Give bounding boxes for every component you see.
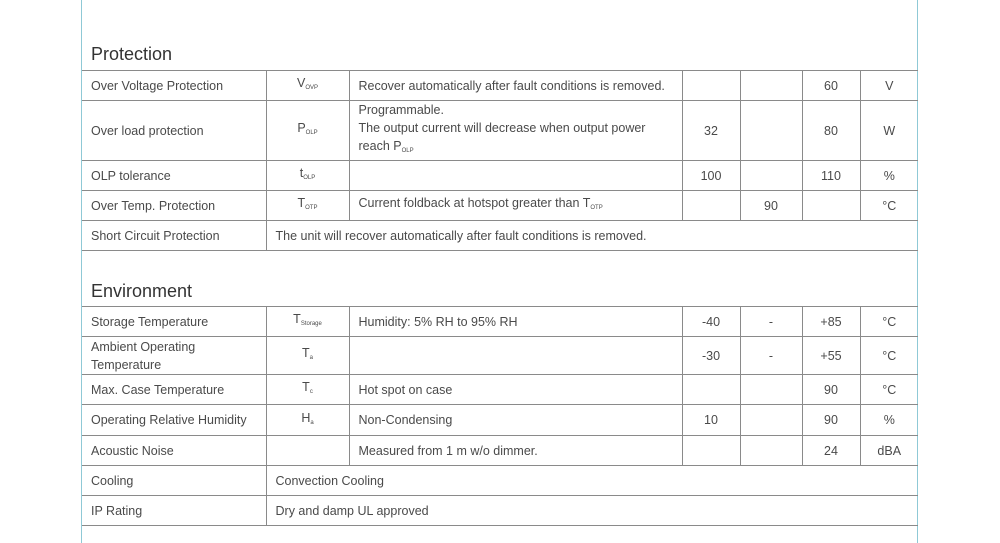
typ-cell xyxy=(740,375,802,405)
unit-cell: °C xyxy=(860,191,918,221)
param-cell: Over Temp. Protection xyxy=(82,191,266,221)
max-cell xyxy=(802,191,860,221)
table-row xyxy=(82,496,918,526)
min-cell: -30 xyxy=(682,337,740,375)
table-row xyxy=(82,466,918,496)
unit-cell: % xyxy=(860,405,918,436)
environment-title: Environment xyxy=(91,281,193,301)
condition-cell: Current foldback at hotspot greater than $T_{OTP}$ xyxy=(349,191,682,221)
protection-title: Protection xyxy=(91,44,173,64)
param-cell: IP Rating xyxy=(82,496,266,526)
param-cell: Over Voltage Protection xyxy=(82,71,266,101)
param-cell: Cooling xyxy=(82,466,266,496)
min-cell: 10 xyxy=(682,405,740,436)
table-row xyxy=(82,71,918,101)
typ-cell xyxy=(740,101,802,161)
unit-cell: °C xyxy=(860,375,918,405)
typ-cell: 90 xyxy=(740,191,802,221)
symbol-cell: $P_{OLP}$ xyxy=(266,101,349,161)
table-row xyxy=(82,337,918,375)
symbol-cell: $H_a$ xyxy=(266,405,349,436)
param-cell: Ambient Operating Temperature xyxy=(82,337,266,375)
symbol-cell: $T_a$ xyxy=(266,337,349,375)
symbol-cell: $T_{Storage}$ xyxy=(266,307,349,337)
table-row xyxy=(82,191,918,221)
param-cell: Short Circuit Protection xyxy=(82,221,266,251)
condition-cell: Recover automatically after fault conditions is removed. xyxy=(349,71,682,101)
typ-cell: - xyxy=(740,337,802,375)
max-cell: 110 xyxy=(802,161,860,191)
symbol-cell: $T_c$ xyxy=(266,375,349,405)
param-cell: Operating Relative Humidity xyxy=(82,405,266,436)
symbol-cell xyxy=(266,436,349,466)
unit-cell: V xyxy=(860,71,918,101)
max-cell: 24 xyxy=(802,436,860,466)
table-row xyxy=(82,307,918,337)
min-cell: 100 xyxy=(682,161,740,191)
max-cell: +55 xyxy=(802,337,860,375)
max-cell: +85 xyxy=(802,307,860,337)
condition-cell xyxy=(349,161,682,191)
max-cell: 60 xyxy=(802,71,860,101)
min-cell: -40 xyxy=(682,307,740,337)
table-row xyxy=(82,436,918,466)
table-row xyxy=(82,375,918,405)
condition-cell: Humidity: 5% RH to 95% RH xyxy=(349,307,682,337)
table-row xyxy=(82,405,918,436)
typ-cell xyxy=(740,71,802,101)
unit-cell: dBA xyxy=(860,436,918,466)
environment-table xyxy=(82,306,918,526)
param-cell: Storage Temperature xyxy=(82,307,266,337)
min-cell xyxy=(682,71,740,101)
unit-cell: % xyxy=(860,161,918,191)
param-cell: Max. Case Temperature xyxy=(82,375,266,405)
symbol-cell: $T_{OTP}$ xyxy=(266,191,349,221)
condition-cell: Non-Condensing xyxy=(349,405,682,436)
min-cell xyxy=(682,436,740,466)
max-cell: 80 xyxy=(802,101,860,161)
condition-cell: Hot spot on case xyxy=(349,375,682,405)
typ-cell xyxy=(740,436,802,466)
param-cell: Acoustic Noise xyxy=(82,436,266,466)
typ-cell xyxy=(740,405,802,436)
description-cell: Dry and damp UL approved xyxy=(266,496,918,526)
unit-cell: W xyxy=(860,101,918,161)
description-cell: The unit will recover automatically after fault conditions is removed. xyxy=(266,221,918,251)
max-cell: 90 xyxy=(802,405,860,436)
typ-cell: - xyxy=(740,307,802,337)
condition-cell: Measured from 1 m w/o dimmer. xyxy=(349,436,682,466)
min-cell: 32 xyxy=(682,101,740,161)
min-cell xyxy=(682,375,740,405)
unit-cell: °C xyxy=(860,307,918,337)
param-cell: OLP tolerance xyxy=(82,161,266,191)
typ-cell xyxy=(740,161,802,191)
condition-cell: Programmable. The output current will decrease when output power reach $P_{OLP}$ xyxy=(349,101,682,161)
max-cell: 90 xyxy=(802,375,860,405)
min-cell xyxy=(682,191,740,221)
symbol-cell: $V_{OVP}$ xyxy=(266,71,349,101)
table-row xyxy=(82,101,918,161)
description-cell: Convection Cooling xyxy=(266,466,918,496)
unit-cell: °C xyxy=(860,337,918,375)
symbol-cell: $t_{OLP}$ xyxy=(266,161,349,191)
condition-cell xyxy=(349,337,682,375)
protection-table xyxy=(82,70,918,251)
table-row xyxy=(82,221,918,251)
param-cell: Over load protection xyxy=(82,101,266,161)
table-row xyxy=(82,161,918,191)
